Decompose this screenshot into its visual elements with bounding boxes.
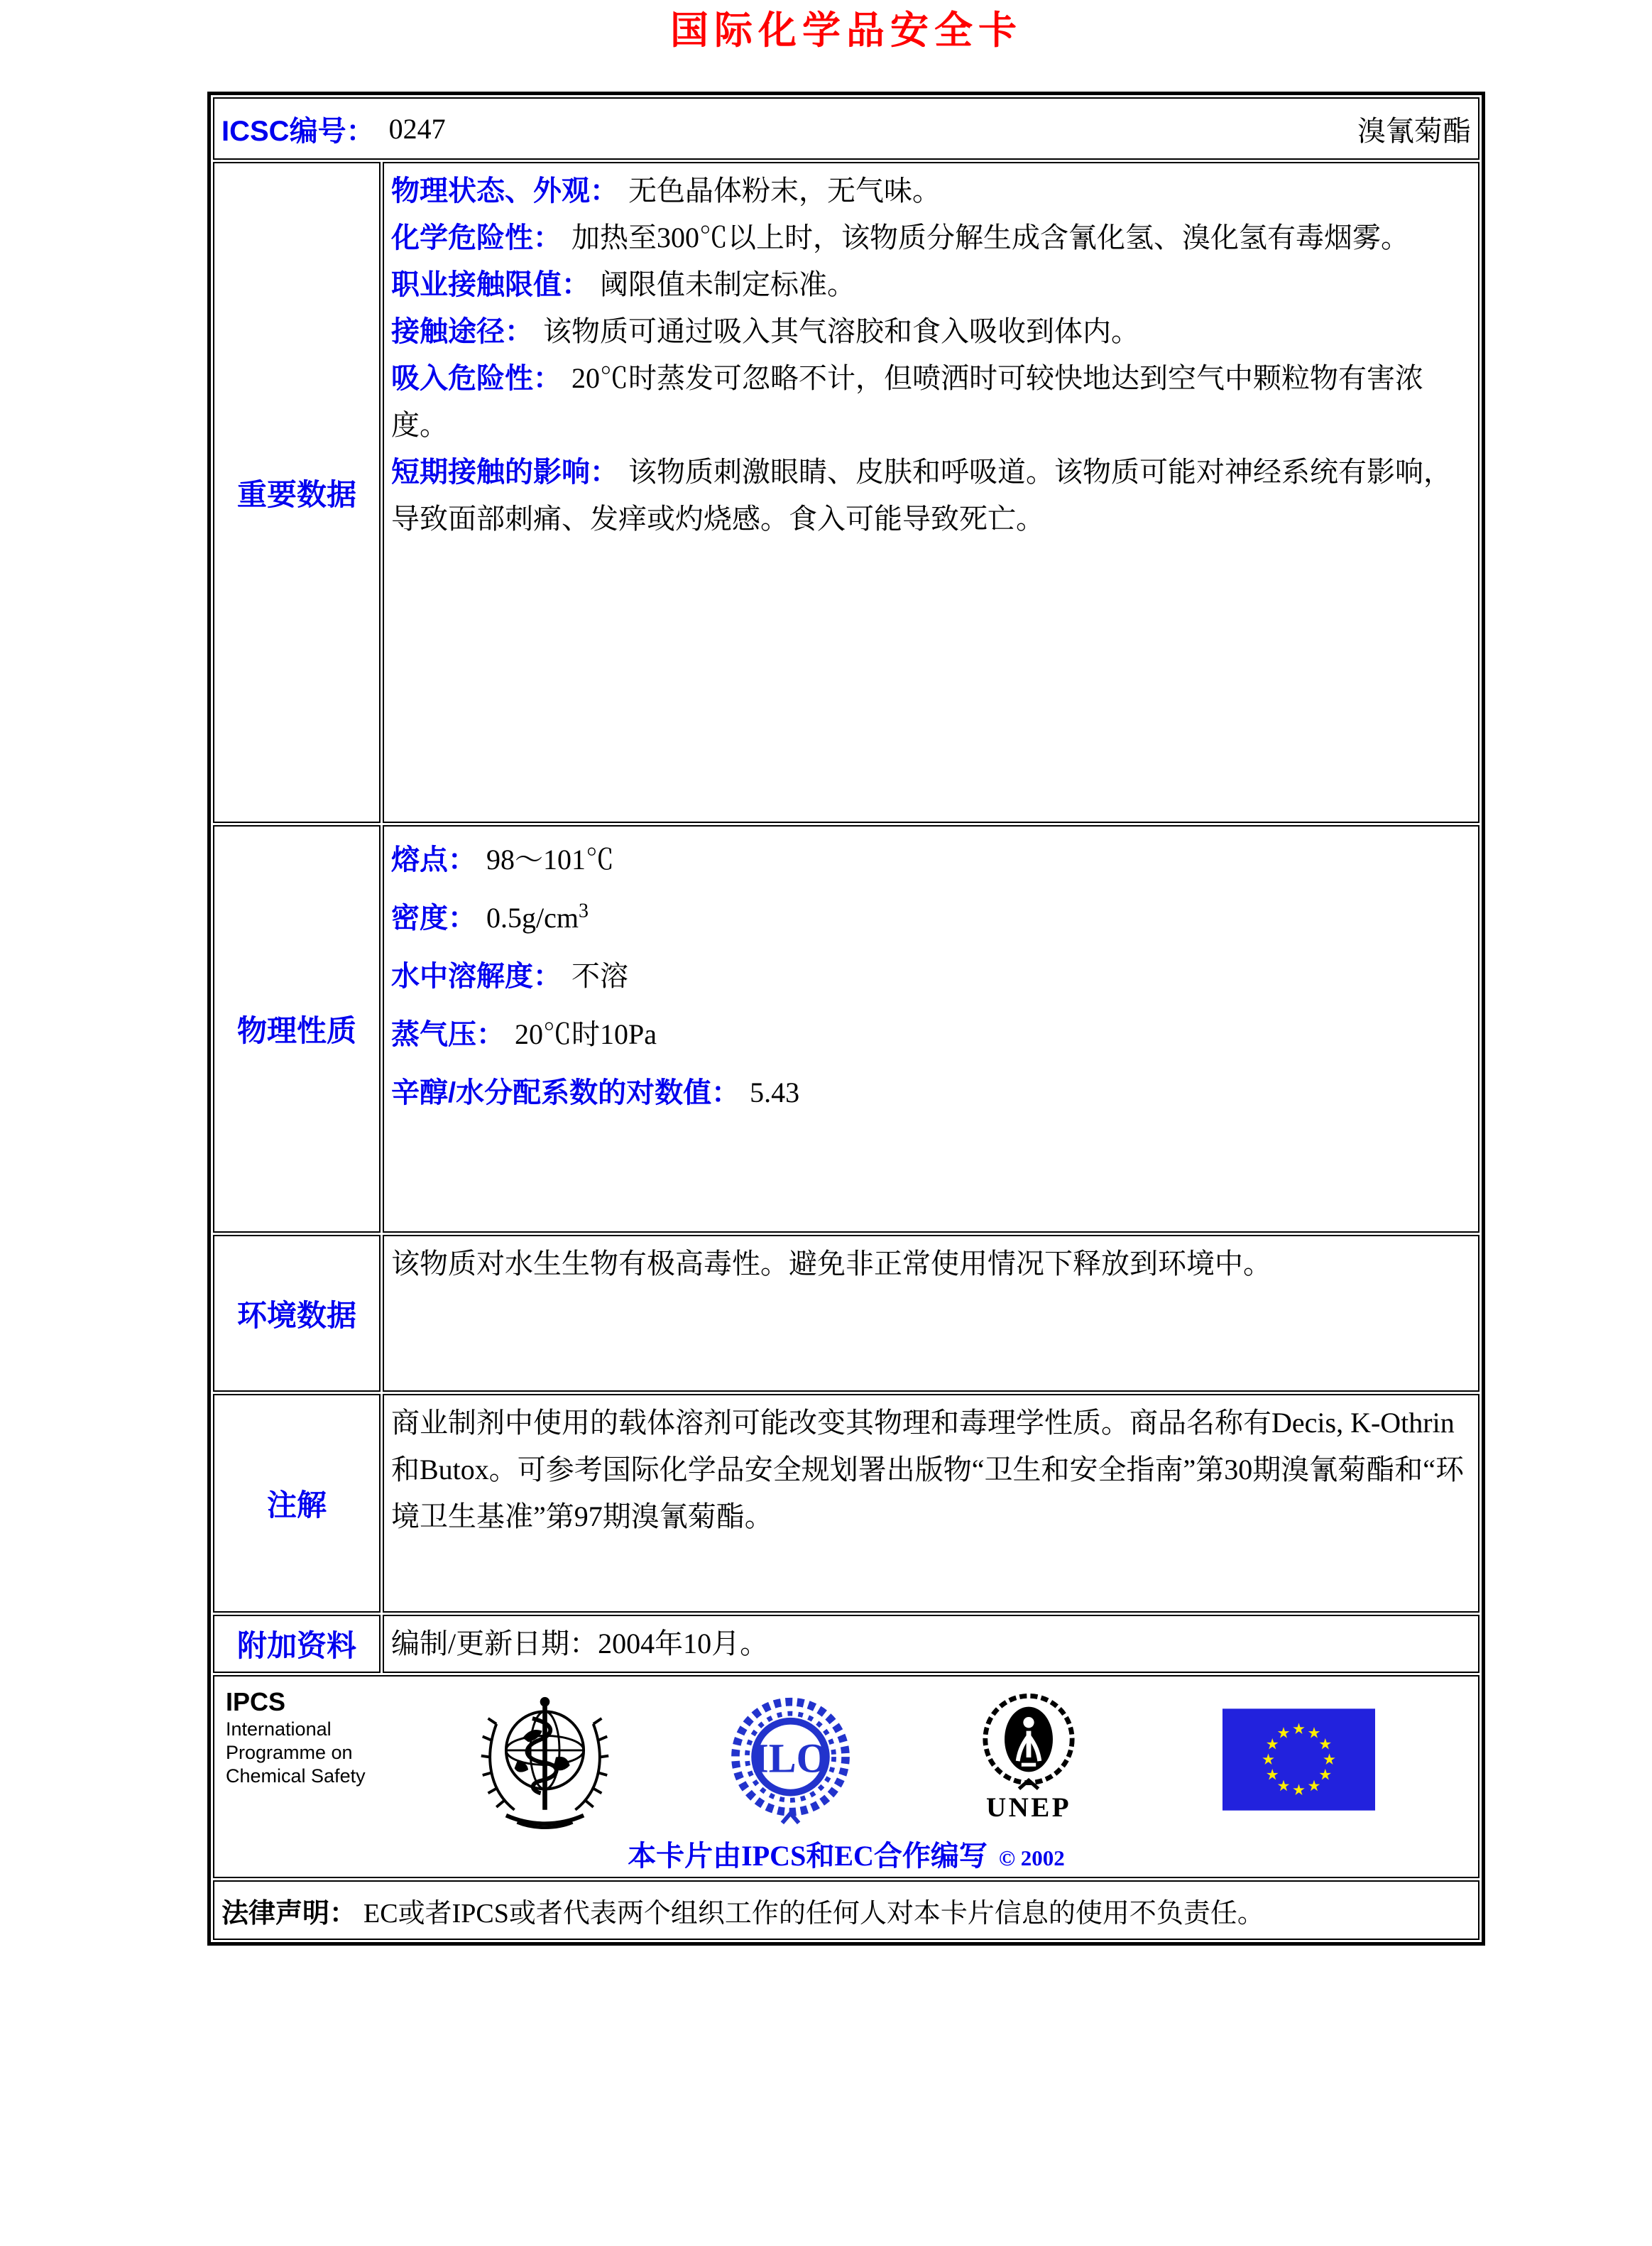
row-label-additional-info: 附加资料 bbox=[213, 1615, 381, 1673]
field-label: 接触途径： bbox=[391, 316, 533, 347]
field-label: 化学危险性： bbox=[391, 222, 562, 254]
page-title: 国际化学品安全卡 bbox=[670, 9, 1022, 52]
important-entry bbox=[391, 355, 1470, 449]
field-text: 该物质可通过吸入其气溶胶和食入吸收到体内。 bbox=[543, 315, 1139, 347]
row-label-physical-properties: 物理性质 bbox=[213, 825, 381, 1233]
property-entry bbox=[391, 889, 1470, 947]
additional-info-cell bbox=[383, 1615, 1479, 1673]
header-row bbox=[213, 97, 1479, 160]
field-text: 20℃时蒸发可忽略不计，但喷洒时可较快地达到空气中颗粒物有害浓度。 bbox=[391, 362, 1423, 441]
legal-text: EC或者IPCS或者代表两个组织工作的任何人对本卡片信息的使用不负责任。 bbox=[363, 1898, 1264, 1929]
important-data-cell bbox=[383, 162, 1479, 823]
ipcs-line: Chemical Safety bbox=[226, 1765, 366, 1787]
copyright: © 2002 bbox=[998, 1846, 1065, 1870]
property-value: 5.43 bbox=[750, 1076, 800, 1108]
property-value: 20℃时10Pa bbox=[515, 1018, 657, 1050]
row-label-environmental-data: 环境数据 bbox=[213, 1235, 381, 1392]
who-emblem-icon bbox=[476, 1685, 614, 1838]
legal-label: 法律声明： bbox=[221, 1898, 357, 1929]
field-label: 短期接触的影响： bbox=[391, 457, 618, 488]
property-entry bbox=[391, 1064, 1470, 1122]
property-entry bbox=[391, 947, 1470, 1005]
property-label: 辛醇/水分配系数的对数值： bbox=[391, 1077, 740, 1108]
property-entry bbox=[391, 831, 1470, 889]
property-value: 0.5g/cm bbox=[486, 902, 579, 934]
notes-row bbox=[213, 1394, 1479, 1613]
property-label: 密度： bbox=[391, 903, 476, 934]
card-caption bbox=[214, 1833, 1478, 1874]
ipcs-line: International bbox=[226, 1718, 332, 1740]
field-label: 物理状态、外观： bbox=[391, 175, 618, 207]
field-text: 阈限值未制定标准。 bbox=[600, 268, 855, 300]
ilo-emblem-icon bbox=[721, 1694, 860, 1828]
field-label: 吸入危险性： bbox=[391, 363, 562, 394]
ipcs-block bbox=[226, 1686, 366, 1788]
property-label: 蒸气压： bbox=[391, 1019, 505, 1050]
property-value: 98～101℃ bbox=[486, 844, 614, 876]
important-entry bbox=[391, 449, 1470, 543]
environmental-data-cell bbox=[383, 1235, 1479, 1392]
row-label-important-data: 重要数据 bbox=[213, 162, 381, 823]
property-label: 熔点： bbox=[391, 844, 476, 876]
field-label: 职业接触限值： bbox=[391, 269, 590, 300]
property-value: 不溶 bbox=[571, 960, 628, 992]
ipcs-line: Programme on bbox=[226, 1742, 353, 1763]
notes-cell bbox=[383, 1394, 1479, 1613]
density-superscript: 3 bbox=[578, 900, 589, 922]
field-text: 该物质刺激眼睛、皮肤和呼吸道。该物质可能对神经系统有影响，导致面部刺痛、发痒或灼烧感。食入可能导致死亡。 bbox=[391, 456, 1452, 535]
important-entry bbox=[391, 308, 1470, 355]
property-label: 水中溶解度： bbox=[391, 961, 562, 992]
environmental-data-row bbox=[213, 1235, 1479, 1392]
legal-notice-row bbox=[213, 1880, 1479, 1940]
logos-row bbox=[213, 1675, 1479, 1878]
additional-info-row bbox=[213, 1615, 1479, 1673]
physical-properties-row bbox=[213, 825, 1479, 1233]
eu-flag-icon bbox=[1222, 1708, 1375, 1811]
chemical-name: 溴氰菊酯 bbox=[1357, 114, 1471, 147]
legal-notice-cell bbox=[213, 1880, 1479, 1940]
unep-label: UNEP bbox=[986, 1792, 1071, 1821]
icsc-number-label: ICSC编号： bbox=[221, 115, 375, 147]
ilo-label: ILO bbox=[753, 1735, 828, 1782]
unep-emblem-icon bbox=[968, 1685, 1089, 1821]
row-label-notes: 注解 bbox=[213, 1394, 381, 1613]
additional-info-label: 编制/更新日期： bbox=[391, 1628, 598, 1659]
header-cell bbox=[213, 97, 1479, 160]
logos-cell bbox=[213, 1675, 1479, 1878]
icsc-card-table bbox=[207, 92, 1485, 1946]
ipcs-acronym: IPCS bbox=[226, 1687, 286, 1716]
field-text: 无色晶体粉末，无气味。 bbox=[628, 175, 941, 207]
important-data-row bbox=[213, 162, 1479, 823]
notes-text: 商业制剂中使用的载体溶剂可能改变其物理和毒理学性质。商品名称有Decis, K-Othrin和Butox。可参考国际化学品安全规划署出版物“卫生和安全指南”第30期溴氰菊酯和“环境卫生基准”第97期溴氰菊酯。 bbox=[391, 1407, 1465, 1532]
icsc-number-value: 0247 bbox=[388, 112, 446, 145]
additional-info-text: 2004年10月。 bbox=[598, 1628, 769, 1659]
property-entry bbox=[391, 1005, 1470, 1064]
important-entry bbox=[391, 168, 1470, 214]
field-text: 加热至300℃以上时，该物质分解生成含氰化氢、溴化氢有毒烟雾。 bbox=[571, 222, 1409, 254]
environmental-data-text: 该物质对水生生物有极高毒性。避免非正常使用情况下释放到环境中。 bbox=[391, 1248, 1271, 1280]
important-entry bbox=[391, 261, 1470, 308]
important-entry bbox=[391, 214, 1470, 261]
physical-properties-cell bbox=[383, 825, 1479, 1233]
caption-text: 本卡片由IPCS和EC合作编写 bbox=[628, 1840, 988, 1872]
